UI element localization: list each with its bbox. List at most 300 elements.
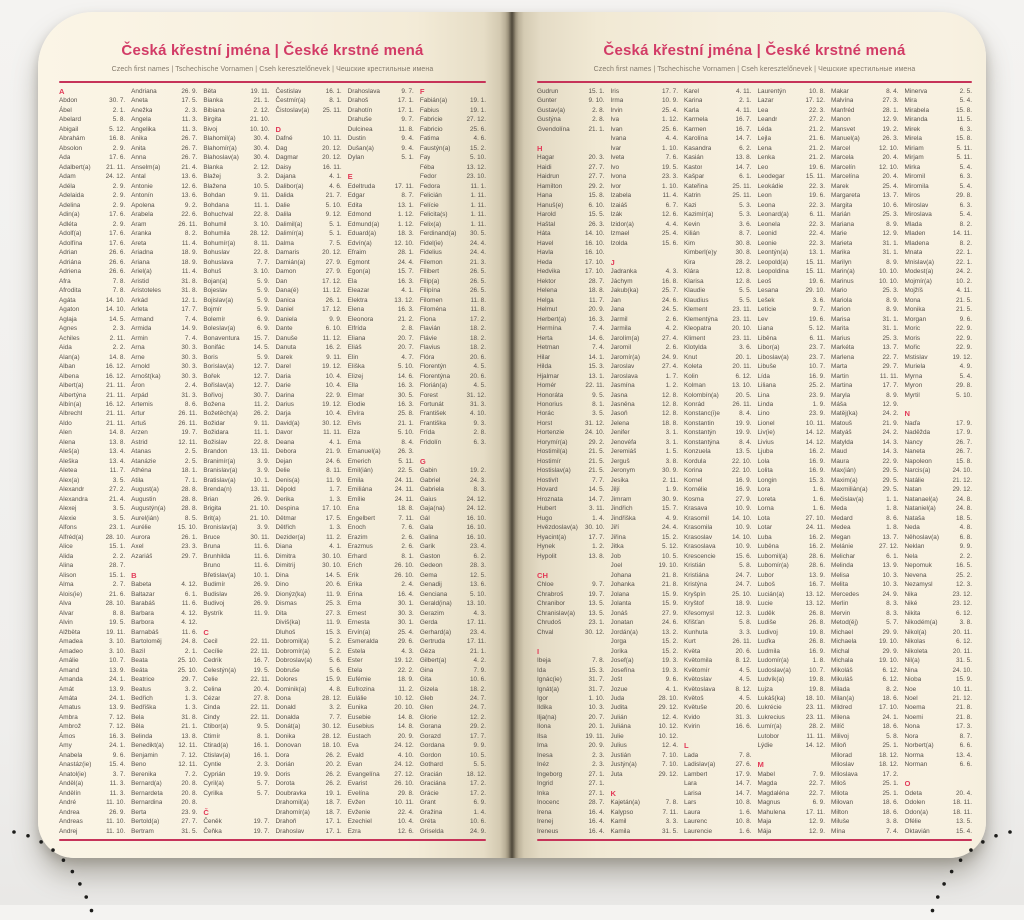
name-entry bbox=[59, 703, 125, 712]
name-entry bbox=[203, 362, 269, 371]
nameday-date: 2. 8. bbox=[473, 429, 486, 437]
nameday-date: 10. 5. bbox=[469, 751, 486, 759]
name-entry bbox=[203, 144, 269, 153]
name-text: Michaela bbox=[831, 638, 857, 646]
nameday-date: 26. 9. bbox=[253, 581, 270, 589]
name-entry bbox=[684, 713, 752, 722]
name-entry bbox=[831, 125, 899, 134]
name-entry bbox=[275, 533, 341, 542]
name-entry bbox=[537, 732, 605, 741]
name-text: Elin bbox=[347, 353, 359, 361]
name-text: Maxmilián(a) bbox=[831, 486, 868, 494]
name-entry bbox=[348, 741, 414, 750]
name-text: Ezechiel bbox=[347, 818, 372, 826]
nameday-date: 13. 7. bbox=[882, 192, 899, 200]
name-text: Nil(a) bbox=[904, 657, 920, 665]
name-text: Edita bbox=[347, 201, 363, 209]
name-entry bbox=[59, 258, 125, 267]
name-entry bbox=[611, 770, 679, 779]
name-text: Andreas bbox=[59, 818, 83, 826]
name-text: Amatus bbox=[59, 704, 81, 712]
nameday-date: 26. 3. bbox=[882, 135, 899, 143]
nameday-date: 19. 6. bbox=[809, 192, 825, 200]
name-entry bbox=[611, 144, 679, 153]
nameday-date: 27. 3. bbox=[325, 609, 342, 617]
name-text: Egmont bbox=[347, 258, 370, 266]
name-entry bbox=[275, 580, 341, 589]
name-text: Bořek bbox=[203, 372, 221, 380]
name-text: Eufémie bbox=[347, 676, 372, 684]
name-entry bbox=[131, 732, 197, 741]
name-entry bbox=[275, 561, 341, 570]
name-entry bbox=[905, 153, 973, 162]
name-entry bbox=[831, 666, 899, 675]
nameday-date: 21. 11. bbox=[106, 382, 126, 390]
nameday-date: 20. 8. bbox=[181, 780, 198, 788]
name-entry bbox=[203, 409, 269, 418]
name-text: Klaudius bbox=[684, 296, 709, 304]
nameday-date: 11. 9. bbox=[326, 476, 342, 484]
name-text: Julie bbox=[610, 732, 624, 740]
name-entry bbox=[275, 741, 341, 750]
name-text: Dobromír(a) bbox=[275, 647, 310, 655]
nameday-date: 4. 8. bbox=[959, 524, 972, 532]
name-entry bbox=[59, 419, 125, 428]
nameday-date: 30. 10. bbox=[322, 562, 342, 570]
name-text: Atila bbox=[131, 476, 144, 484]
name-text: Myrna bbox=[904, 372, 923, 380]
nameday-date: 15. 7. bbox=[662, 505, 678, 513]
name-entry bbox=[537, 362, 605, 371]
name-entry bbox=[537, 618, 605, 627]
name-text: Dominik(a) bbox=[275, 685, 307, 693]
name-entry bbox=[537, 106, 605, 115]
name-entry bbox=[905, 428, 973, 437]
name-entry bbox=[758, 324, 826, 333]
nameday-date: 31. 7. bbox=[588, 685, 605, 693]
name-entry bbox=[420, 609, 486, 618]
name-text: Minerva bbox=[904, 88, 928, 95]
name-entry bbox=[684, 267, 752, 276]
name-text: Gaja(na) bbox=[419, 505, 445, 513]
nameday-date: 15. 9. bbox=[956, 676, 972, 684]
nameday-date: 24. 1. bbox=[109, 695, 126, 702]
name-entry bbox=[611, 590, 679, 599]
name-text: Jasna bbox=[610, 391, 628, 399]
nameday-date: 26. 11. bbox=[178, 220, 198, 228]
name-text: Marilyn bbox=[831, 258, 852, 266]
name-text: Hagar bbox=[537, 154, 555, 162]
name-entry bbox=[131, 343, 197, 352]
name-entry bbox=[758, 305, 826, 314]
name-text: Gabriel bbox=[419, 476, 441, 484]
name-text: Morgan bbox=[904, 315, 927, 323]
name-entry bbox=[905, 229, 973, 238]
nameday-date: 16. 12. bbox=[105, 363, 126, 371]
name-entry bbox=[275, 552, 341, 561]
name-text: Flavius bbox=[419, 344, 441, 352]
name-text: Blahoslav(a) bbox=[203, 154, 239, 162]
name-entry bbox=[758, 599, 826, 608]
name-text: Ivor bbox=[610, 182, 622, 190]
nameday-date: 30. 3. bbox=[397, 609, 414, 617]
nameday-date: 16. 5. bbox=[956, 562, 972, 570]
name-text: Marin(a) bbox=[831, 268, 855, 276]
nameday-date: 19. 10. bbox=[878, 657, 899, 665]
name-entry bbox=[905, 637, 973, 646]
name-text: Nancy bbox=[904, 438, 923, 446]
nameday-date: 20. 12. bbox=[322, 154, 342, 162]
name-entry bbox=[611, 637, 679, 646]
name-text: Hroznata bbox=[537, 495, 563, 503]
name-entry bbox=[611, 381, 679, 390]
name-text: Antonie bbox=[131, 182, 153, 190]
name-text: Matěj(ka) bbox=[831, 410, 858, 418]
name-text: Naďa bbox=[904, 419, 921, 427]
nameday-date: 12. 3. bbox=[956, 581, 972, 589]
name-entry bbox=[275, 220, 341, 229]
names-grid bbox=[59, 87, 486, 837]
nameday-date: 1. 11. bbox=[470, 220, 486, 228]
nameday-date: 10. 12. bbox=[658, 732, 678, 740]
nameday-date: 16. 3. bbox=[588, 315, 605, 323]
nameday-date: 24. 12. bbox=[394, 742, 414, 750]
nameday-date: 16. 12. bbox=[105, 372, 126, 380]
name-text: Luďka bbox=[757, 638, 776, 646]
name-entry bbox=[905, 353, 973, 362]
name-entry bbox=[831, 618, 899, 627]
name-entry bbox=[131, 163, 197, 172]
name-entry bbox=[758, 476, 826, 485]
name-text: Melánie bbox=[831, 543, 854, 551]
name-text: Honorius bbox=[537, 400, 563, 408]
name-text: Amáta bbox=[59, 695, 78, 702]
name-text: Gerda bbox=[419, 619, 438, 627]
nameday-date: 12. 4. bbox=[662, 713, 678, 721]
name-text: Bronislav(a) bbox=[203, 524, 238, 532]
name-text: Norma bbox=[904, 751, 924, 759]
name-entry bbox=[831, 504, 899, 513]
nameday-date: 3. 3. bbox=[739, 628, 752, 636]
name-text: Matouš bbox=[831, 419, 852, 427]
nameday-date: 12. 2. bbox=[469, 713, 486, 721]
nameday-date: 13. 5. bbox=[588, 609, 605, 617]
name-entry bbox=[611, 457, 679, 466]
nameday-date: 2. 9. bbox=[112, 220, 126, 228]
name-text: Absolon bbox=[59, 144, 83, 152]
name-text: Aristid bbox=[131, 277, 149, 285]
name-entry bbox=[684, 722, 752, 731]
nameday-date: 21. 4. bbox=[181, 163, 198, 171]
name-entry bbox=[131, 447, 197, 456]
name-entry bbox=[758, 485, 826, 494]
nameday-date: 9. 7. bbox=[401, 88, 414, 95]
nameday-date: 31. 3. bbox=[469, 400, 486, 408]
name-entry bbox=[420, 125, 486, 134]
nameday-date: 29. 7. bbox=[181, 676, 198, 684]
nameday-date: 3. 9. bbox=[257, 524, 270, 532]
name-entry bbox=[131, 353, 197, 362]
name-text: Helena bbox=[537, 287, 558, 295]
name-text: Noemi bbox=[904, 713, 923, 721]
nameday-date: 2. 11. bbox=[662, 476, 678, 484]
nameday-date: 13. 9. bbox=[109, 685, 126, 693]
name-text: Leona bbox=[757, 201, 776, 209]
name-entry bbox=[905, 523, 973, 532]
name-text: Miros bbox=[904, 192, 921, 200]
nameday-date: 26. 2. bbox=[253, 410, 270, 418]
nameday-date: 20. 8. bbox=[181, 789, 198, 797]
name-text: Albertýna bbox=[59, 391, 86, 399]
name-text: Narcis(a) bbox=[904, 467, 931, 475]
nameday-date: 7. 4. bbox=[184, 315, 198, 323]
nameday-date: 14. 5. bbox=[253, 344, 270, 352]
blank-row bbox=[758, 751, 826, 760]
name-text: Eliška bbox=[347, 363, 365, 371]
nameday-date: 30. 3. bbox=[181, 372, 198, 380]
name-text: Kim bbox=[684, 239, 696, 247]
name-entry bbox=[348, 409, 414, 418]
name-text: Kateřina bbox=[684, 182, 708, 190]
name-text: Martina bbox=[831, 382, 853, 390]
nameday-date: 24. 8. bbox=[181, 638, 198, 646]
nameday-date: 4. 1. bbox=[665, 685, 678, 693]
name-text: Iris bbox=[610, 88, 620, 95]
name-entry bbox=[59, 438, 125, 447]
name-text: Abrahám bbox=[59, 135, 85, 143]
nameday-date: 30. 12. bbox=[322, 419, 342, 427]
name-text: Něhoslav(a) bbox=[904, 533, 939, 541]
name-text: Larisa bbox=[684, 789, 702, 797]
name-entry bbox=[420, 827, 486, 836]
name-entry bbox=[420, 400, 486, 409]
nameday-date: 5. 10. bbox=[956, 391, 972, 399]
name-text: Bohdan bbox=[203, 192, 226, 200]
nameday-date: 14. 10. bbox=[731, 514, 752, 522]
nameday-date: 1. 10. bbox=[588, 695, 605, 702]
name-entry bbox=[420, 229, 486, 238]
name-text: Lena bbox=[757, 144, 772, 152]
nameday-date: 14. 12. bbox=[805, 742, 825, 750]
name-text: Dobruše bbox=[275, 666, 300, 674]
name-text: Dante bbox=[275, 325, 293, 333]
name-text: Jarmil bbox=[610, 315, 628, 323]
name-entry bbox=[420, 96, 486, 105]
name-text: Homér bbox=[537, 382, 557, 390]
nameday-date: 6. 8. bbox=[959, 533, 972, 541]
name-entry bbox=[131, 381, 197, 390]
nameday-date: 24. 10. bbox=[584, 429, 605, 437]
name-text: Andrej bbox=[59, 827, 78, 835]
name-text: Marek bbox=[831, 182, 849, 190]
name-entry bbox=[611, 523, 679, 532]
nameday-date: 24. 2. bbox=[956, 268, 972, 276]
name-entry bbox=[420, 201, 486, 210]
name-entry bbox=[275, 485, 341, 494]
nameday-date: 25. 2. bbox=[809, 382, 825, 390]
name-entry bbox=[131, 495, 197, 504]
name-entry bbox=[684, 514, 752, 523]
name-entry bbox=[537, 703, 605, 712]
nameday-date: 23. 9. bbox=[809, 391, 825, 399]
name-text: Cézar bbox=[203, 695, 221, 702]
name-entry bbox=[537, 305, 605, 314]
name-entry bbox=[537, 277, 605, 286]
nameday-date: 27. 2. bbox=[809, 116, 825, 124]
name-text: Justýn(a) bbox=[610, 761, 637, 769]
nameday-date: 21. 11. bbox=[106, 410, 126, 418]
name-entry bbox=[275, 523, 341, 532]
name-text: Kasandra bbox=[684, 144, 712, 152]
name-text: Andělín bbox=[59, 789, 81, 797]
nameday-date: 3. 10. bbox=[109, 638, 126, 646]
nameday-date: 19. 6. bbox=[809, 277, 825, 285]
name-text: Bernardina bbox=[131, 799, 163, 807]
nameday-date: 23. 11. bbox=[732, 306, 752, 314]
name-text: Leopold(a) bbox=[757, 258, 789, 266]
nameday-date: 16. 7. bbox=[735, 116, 752, 124]
name-entry bbox=[348, 580, 414, 589]
nameday-date: 4. 6. bbox=[329, 182, 342, 190]
name-entry bbox=[537, 438, 605, 447]
name-entry bbox=[420, 409, 486, 418]
name-entry bbox=[131, 609, 197, 618]
nameday-date: 25. 11. bbox=[322, 106, 342, 114]
nameday-date: 15. 8. bbox=[956, 106, 972, 114]
name-entry bbox=[59, 666, 125, 675]
name-entry bbox=[420, 305, 486, 314]
name-text: Gordon bbox=[419, 751, 442, 759]
name-entry bbox=[131, 125, 197, 134]
nameday-date: 5. 11. bbox=[956, 154, 972, 162]
nameday-date: 7. 8. bbox=[112, 287, 126, 295]
name-text: Mirela bbox=[904, 135, 922, 143]
name-text: Aldo bbox=[59, 419, 72, 427]
nameday-date: 4. 1. bbox=[329, 438, 342, 446]
name-entry bbox=[348, 220, 414, 229]
nameday-date: 19. 6. bbox=[809, 163, 825, 171]
nameday-date: 16. 3. bbox=[109, 732, 126, 740]
name-text: Jaroslava bbox=[610, 372, 638, 380]
nameday-date: 27. 8. bbox=[253, 695, 270, 702]
name-entry bbox=[348, 134, 414, 143]
nameday-date: 2. 3. bbox=[112, 325, 126, 333]
name-text: Eliáš bbox=[347, 344, 362, 352]
name-text: Berta bbox=[131, 808, 147, 816]
letter-heading: L bbox=[684, 741, 689, 751]
name-text: Ingrid bbox=[537, 780, 553, 788]
name-text: Mnislav(a) bbox=[904, 258, 934, 266]
name-text: Marlena bbox=[831, 353, 855, 361]
name-text: Kosma bbox=[684, 495, 704, 503]
name-text: Mája bbox=[757, 827, 772, 835]
name-text: Myron bbox=[904, 382, 923, 390]
nameday-date: 14. 5. bbox=[588, 486, 605, 494]
nameday-date: 17. 9. bbox=[956, 429, 972, 437]
name-text: Nataniel(a) bbox=[904, 505, 936, 513]
name-entry bbox=[131, 277, 197, 286]
nameday-date: 15. 8. bbox=[956, 135, 972, 143]
name-entry bbox=[203, 751, 269, 760]
letter-heading: H bbox=[537, 143, 543, 153]
name-text: Alison bbox=[59, 571, 77, 579]
name-entry bbox=[348, 239, 414, 248]
name-entry bbox=[758, 552, 826, 561]
name-text: Božidara bbox=[203, 429, 229, 437]
name-text: Děpold bbox=[275, 486, 296, 494]
name-text: Kornel bbox=[684, 476, 703, 484]
nameday-date: 11. 10. bbox=[106, 799, 126, 807]
nameday-date: 13. 6. bbox=[469, 581, 486, 589]
nameday-date: 2. 2. bbox=[112, 344, 126, 352]
nameday-date: 20. 2. bbox=[325, 761, 342, 769]
nameday-date: 10. 8. bbox=[809, 88, 825, 95]
name-text: Hostimír bbox=[537, 457, 561, 465]
name-text: Dita bbox=[275, 609, 287, 617]
name-text: Erazim bbox=[347, 533, 368, 541]
name-text: Niké bbox=[904, 600, 918, 608]
name-text: Bratislav(a) bbox=[203, 476, 236, 484]
name-entry bbox=[131, 409, 197, 418]
name-text: Dalimír(a) bbox=[275, 230, 304, 238]
name-entry bbox=[59, 542, 125, 551]
name-entry bbox=[831, 305, 899, 314]
name-entry bbox=[684, 457, 752, 466]
name-entry bbox=[59, 172, 125, 181]
name-text: Erna bbox=[347, 600, 362, 608]
name-entry bbox=[131, 400, 197, 409]
name-entry bbox=[831, 220, 899, 229]
nameday-date: 21. 5. bbox=[588, 448, 605, 456]
name-entry bbox=[275, 267, 341, 276]
name-entry bbox=[905, 675, 973, 684]
name-entry bbox=[275, 343, 341, 352]
name-text: Ibeja bbox=[537, 657, 551, 665]
nameday-date: 6. 1. bbox=[184, 590, 198, 598]
nameday-date: 4. 11. bbox=[956, 287, 972, 295]
nameday-date: 9. 10. bbox=[588, 97, 605, 105]
name-text: Ilona bbox=[537, 723, 551, 731]
name-entry bbox=[831, 153, 899, 162]
nameday-date: 22. 11. bbox=[585, 382, 605, 390]
name-text: Leo bbox=[757, 163, 769, 171]
name-text: Gala bbox=[419, 524, 434, 532]
blank-row bbox=[420, 447, 486, 456]
name-entry bbox=[611, 163, 679, 172]
nameday-date: 13. 9. bbox=[809, 571, 825, 579]
name-entry bbox=[611, 628, 679, 637]
name-text: Celestýn(a) bbox=[203, 666, 237, 674]
name-text: Čistoslav(a) bbox=[275, 106, 310, 114]
name-entry bbox=[59, 315, 125, 324]
name-text: Adriána bbox=[59, 258, 82, 266]
name-text: Muriela bbox=[904, 363, 926, 371]
nameday-date: 1. 6. bbox=[812, 486, 825, 494]
nameday-date: 22. 4. bbox=[809, 230, 825, 238]
nameday-date: 27. 9. bbox=[735, 495, 752, 503]
name-text: Nikol(a) bbox=[904, 628, 927, 636]
name-text: Bohuslava bbox=[203, 258, 234, 266]
name-text: Arzen bbox=[131, 429, 148, 437]
name-text: Erika bbox=[347, 581, 363, 589]
name-text: František bbox=[419, 410, 447, 418]
name-entry bbox=[131, 485, 197, 494]
name-entry bbox=[348, 675, 414, 684]
name-text: Eufrozina bbox=[347, 685, 375, 693]
name-entry bbox=[537, 827, 605, 836]
name-text: Lubor bbox=[757, 571, 774, 579]
nameday-date: 26. 5. bbox=[469, 277, 486, 285]
